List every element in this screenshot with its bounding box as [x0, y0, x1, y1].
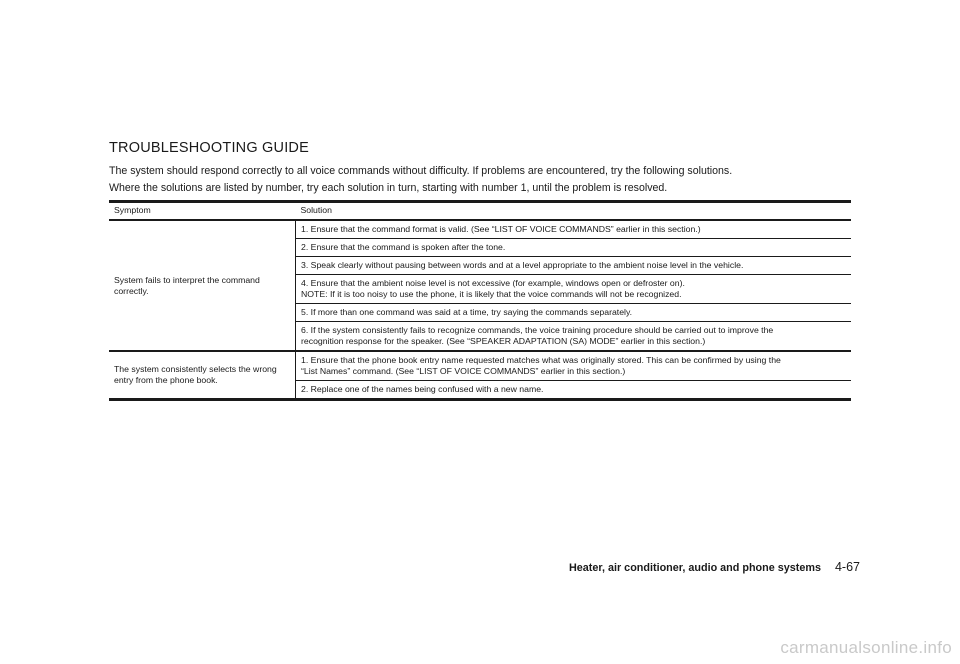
solution-text-continued: recognition response for the speaker. (See “SPEAKER ADAPTATION (SA) MODE” earlier in this section.) [301, 336, 706, 346]
footer-chapter-title: Heater, air conditioner, audio and phone systems [568, 562, 821, 574]
solution-note: NOTE: If it is too noisy to use the phone, it is likely that the voice commands will not be recognized. [301, 289, 682, 299]
solution-text: 1. Ensure that the phone book entry name requested matches what was originally stored. This can be confirmed by using the [301, 355, 781, 365]
troubleshooting-table [109, 200, 851, 401]
page-number: 4-67 [834, 560, 860, 574]
page-footer [569, 560, 860, 574]
intro-paragraph-2: Where the solutions are listed by number, try each solution in turn, starting with number 1, until the problem is resolved. [109, 182, 668, 194]
solution-cell [296, 220, 852, 239]
intro-paragraph-1: The system should respond correctly to all voice commands without difficulty. If problems are encountered, try the following solutions. [109, 165, 733, 177]
table-header-row [109, 202, 851, 221]
solution-text: 5. If more than one command was said at a time, try saying the commands separately. [301, 307, 633, 317]
table-row [109, 351, 851, 381]
solution-text-continued: “List Names” command. (See “LIST OF VOICE COMMANDS” earlier in this section.) [301, 366, 626, 376]
solution-text: 3. Speak clearly without pausing between words and at a level appropriate to the ambient noise level in the vehicle. [301, 260, 744, 270]
solution-cell [296, 239, 852, 257]
solution-text: 2. Ensure that the command is spoken after the tone. [301, 242, 506, 252]
solution-cell [296, 304, 852, 322]
solution-text: 6. If the system consistently fails to recognize commands, the voice training procedure should be carried out to improve the [301, 325, 774, 335]
symptom-cell: System fails to interpret the command correctly. [109, 220, 296, 351]
solution-text: 2. Replace one of the names being confused with a new name. [301, 384, 544, 394]
solution-text: 4. Ensure that the ambient noise level is not excessive (for example, windows open or defroster on). [301, 278, 685, 288]
table-row [109, 220, 851, 239]
symptom-cell: The system consistently selects the wrong entry from the phone book. [109, 351, 296, 400]
symptom-header: Symptom [109, 202, 296, 221]
watermark: carmanualsonline.info [780, 638, 952, 657]
solution-text: 1. Ensure that the command format is valid. (See “LIST OF VOICE COMMANDS” earlier in this section.) [301, 224, 701, 234]
section-title: TROUBLESHOOTING GUIDE [109, 140, 309, 156]
solution-cell [296, 322, 852, 352]
solution-cell [296, 351, 852, 381]
solution-cell [296, 275, 852, 304]
solution-header: Solution [296, 202, 852, 221]
solution-cell [296, 381, 852, 400]
solution-cell [296, 257, 852, 275]
